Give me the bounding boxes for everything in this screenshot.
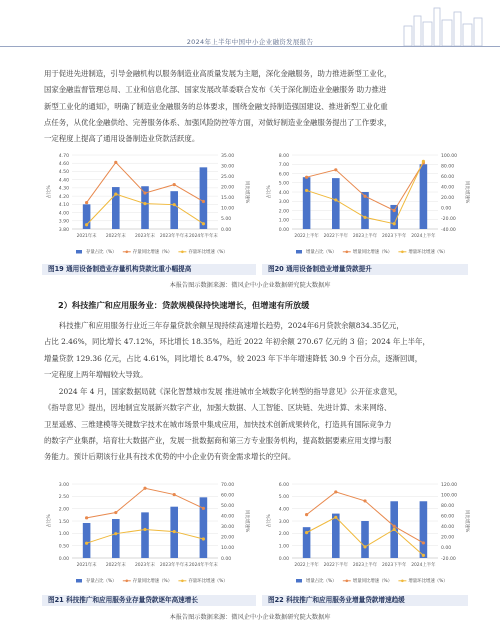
x-tick-label: 2023下半年 bbox=[382, 234, 407, 239]
x-tick-label: 2024年半年末 bbox=[189, 563, 218, 568]
fig19-chart bbox=[42, 147, 250, 263]
text-line: 的数字产业集群，培育壮大数据产业，发展一批数据商和第三方专业服务机构，提高数据要素应用支撑与服 bbox=[44, 435, 392, 445]
bar bbox=[303, 177, 311, 229]
legend-label: 增量占比（%） bbox=[306, 250, 337, 255]
y-left-tick-label: 2.00 bbox=[58, 507, 69, 513]
text-line: 占比 2.46%，同比增长 47.12%，环比增长 18.35%，趋近 2022 年初余额 270.67 亿元的 3 倍；2024 年上半年， bbox=[44, 337, 430, 347]
line-point bbox=[334, 490, 337, 493]
source-note-bottom: 本报告图示数据来源：微风企中小企业数据研究院大数据库 bbox=[169, 614, 331, 621]
legend-label: 增量同比增速（%） bbox=[352, 250, 393, 255]
y-left-tick-label: 1.00 bbox=[58, 532, 69, 538]
y-right-tick-label: 10.00 bbox=[221, 206, 235, 212]
y-right-tick-label: 0.00 bbox=[221, 227, 232, 233]
page-header bbox=[0, 0, 500, 56]
y-right-tick-label: 40.00 bbox=[441, 525, 455, 531]
y-right-tick-label: 60.00 bbox=[221, 493, 235, 499]
y-left-tick-label: 6.00 bbox=[278, 482, 289, 488]
source-note-top: 本报告图示数据来源：微风企中小企业数据研究院大数据库 bbox=[169, 282, 331, 289]
text-line: 务能力。预计后期该行业具有技术优势的中小企业仍有资金需求增长的空间。 bbox=[44, 452, 296, 462]
y-left-tick-label: 7.00 bbox=[278, 163, 289, 169]
y-left-tick-label: 3.90 bbox=[58, 219, 69, 225]
line-point bbox=[305, 513, 308, 516]
y-left-axis-label: 占比% bbox=[267, 185, 272, 199]
line-point bbox=[422, 160, 425, 163]
line-point bbox=[393, 528, 396, 531]
y-left-tick-label: 6.00 bbox=[278, 172, 289, 178]
line-point bbox=[393, 525, 396, 528]
line-point bbox=[202, 200, 205, 203]
legend-label: 增量环比增速（%） bbox=[408, 250, 448, 255]
section-title: 2）科技推广和应用服务业：贷款规模保持快速增长，但增速有所放缓 bbox=[58, 300, 310, 310]
line-point bbox=[85, 542, 88, 545]
x-tick-label: 2022年末 bbox=[105, 563, 126, 568]
line-point bbox=[143, 191, 146, 194]
line-point bbox=[393, 209, 396, 212]
y-left-tick-label: 4.60 bbox=[58, 162, 69, 168]
text-line: 一定程度上两年增幅较大导致。 bbox=[44, 369, 148, 379]
legend-label: 增量同比增速（%） bbox=[352, 579, 393, 584]
y-left-tick-label: 1.50 bbox=[58, 519, 69, 525]
legend-label: 增量环比增速（%） bbox=[408, 579, 448, 584]
y-right-tick-label: 20.00 bbox=[221, 535, 235, 541]
line-point bbox=[143, 528, 146, 531]
y-left-tick-label: 3.00 bbox=[278, 519, 289, 525]
legend-marker bbox=[126, 251, 129, 254]
y-right-tick-label: 120.00 bbox=[441, 482, 458, 488]
line-point bbox=[363, 216, 366, 219]
text-line: 卫星遥感、三维建模等关键数字技术在城市场景中集成应用，加快技术创新成果转化，打造具有国际竞争力 bbox=[44, 419, 392, 429]
bar bbox=[361, 521, 369, 558]
y-right-axis-label: 同比增速% bbox=[244, 509, 249, 533]
y-right-tick-label: 35.00 bbox=[221, 153, 235, 159]
y-left-tick-label: 0.00 bbox=[58, 556, 69, 562]
text-line: 新型工业化的通知》，明确了制造业金融服务的总体要求，围绕金融支持制造强国建设、推进新型工业化重 bbox=[44, 101, 388, 111]
text-line: 增量贷款 129.36 亿元，占比 4.61%，同比增长 8.47%，较 2023 年下半年增速降低 30.9 个百分点，逐渐回调， bbox=[44, 353, 423, 363]
y-right-tick-label: 20.00 bbox=[221, 185, 235, 191]
legend-swatch bbox=[296, 250, 302, 254]
legend-marker bbox=[126, 580, 129, 583]
x-tick-label: 2021年末 bbox=[76, 563, 97, 568]
x-tick-label: 2021年末 bbox=[76, 234, 97, 239]
y-left-tick-label: 3.00 bbox=[58, 482, 69, 488]
line-point bbox=[114, 511, 117, 514]
y-right-tick-label: 100.00 bbox=[441, 153, 458, 159]
fig20-chart bbox=[262, 147, 470, 263]
bar bbox=[170, 191, 178, 229]
fig19-svg bbox=[42, 147, 250, 263]
x-tick-label: 2024上半年 bbox=[411, 234, 436, 239]
y-right-tick-label: 20.00 bbox=[441, 535, 455, 541]
legend-swatch bbox=[296, 579, 302, 583]
y-left-tick-label: 4.00 bbox=[278, 190, 289, 196]
bar bbox=[420, 501, 428, 558]
y-right-tick-label: 40.00 bbox=[221, 514, 235, 520]
intro-paragraph bbox=[44, 66, 462, 147]
y-right-tick-label: 0.00 bbox=[441, 546, 452, 552]
y-left-tick-label: 3.80 bbox=[58, 227, 69, 233]
y-right-tick-label: 30.00 bbox=[221, 525, 235, 531]
line-point bbox=[305, 176, 308, 179]
x-tick-label: 2023年末 bbox=[135, 563, 155, 568]
line-point bbox=[422, 554, 425, 557]
line-point bbox=[305, 531, 308, 534]
y-right-tick-label: 0.00 bbox=[441, 206, 452, 212]
header-divider bbox=[0, 46, 500, 47]
y-left-tick-label: 8.00 bbox=[278, 153, 289, 159]
header-title: 2024年上半年中国中小企业融资发展报告 bbox=[186, 38, 314, 46]
y-right-tick-label: 80.00 bbox=[441, 164, 455, 170]
y-right-tick-label: -20.00 bbox=[441, 217, 456, 223]
y-left-tick-label: 3.00 bbox=[278, 200, 289, 206]
line-point bbox=[85, 223, 88, 226]
line-point bbox=[173, 530, 176, 533]
y-right-tick-label: 100.00 bbox=[441, 493, 458, 499]
y-left-tick-label: 4.30 bbox=[58, 186, 69, 192]
y-left-tick-label: 0.00 bbox=[278, 556, 289, 562]
x-tick-label: 2023年末 bbox=[135, 234, 155, 239]
y-right-tick-label: 80.00 bbox=[441, 503, 455, 509]
legend-swatch bbox=[76, 250, 82, 254]
y-right-tick-label: -20.00 bbox=[441, 556, 456, 562]
legend-marker bbox=[401, 580, 404, 583]
x-tick-label: 2023年半年末 bbox=[159, 563, 189, 568]
y-right-tick-label: 5.00 bbox=[221, 217, 232, 223]
line-point bbox=[173, 203, 176, 206]
y-right-tick-label: 15.00 bbox=[221, 196, 235, 202]
legend-label: 存量占比（%） bbox=[86, 250, 117, 255]
line-point bbox=[334, 198, 337, 201]
line-point bbox=[334, 516, 337, 519]
line-point bbox=[173, 493, 176, 496]
y-right-tick-label: 60.00 bbox=[441, 174, 455, 180]
y-left-tick-label: 1.00 bbox=[278, 544, 289, 550]
legend-marker bbox=[401, 251, 404, 254]
line-point bbox=[393, 222, 396, 225]
y-right-tick-label: 25.00 bbox=[221, 174, 235, 180]
bar bbox=[112, 519, 120, 558]
y-left-tick-label: 4.50 bbox=[58, 170, 69, 176]
y-right-tick-label: 60.00 bbox=[441, 514, 455, 520]
legend-label: 存量环比增速（%） bbox=[188, 579, 228, 584]
bar bbox=[141, 512, 149, 558]
legend-marker bbox=[346, 580, 349, 583]
fig22-chart bbox=[262, 476, 470, 592]
y-right-tick-label: 40.00 bbox=[441, 185, 455, 191]
line-point bbox=[422, 541, 425, 544]
y-right-tick-label: 0.00 bbox=[221, 556, 232, 562]
line-point bbox=[114, 193, 117, 196]
y-right-tick-label: 20.00 bbox=[441, 196, 455, 202]
y-left-tick-label: 1.00 bbox=[278, 218, 289, 224]
y-left-tick-label: 4.70 bbox=[58, 153, 69, 159]
y-right-axis-label: 同比增速% bbox=[464, 180, 469, 204]
text-line: 国家金融监督管理总局、工业和信息化部、国家发展改革委联合发布《关于深化制造业金融服务 助力推进 bbox=[44, 85, 387, 95]
line-point bbox=[143, 487, 146, 490]
line-point bbox=[173, 183, 176, 186]
legend-marker bbox=[181, 580, 184, 583]
text-line: 《指导意见》提出，因地制宜发展新兴数字产业，加强大数据、人工智能、区块链、先进计算、未来网络、 bbox=[44, 403, 392, 413]
line-point bbox=[202, 507, 205, 510]
x-tick-label: 2022上半年 bbox=[294, 563, 319, 568]
fig20-caption: 图20 通用设备制造业增量贷款提升 bbox=[262, 264, 468, 275]
line-point bbox=[143, 202, 146, 205]
line-point bbox=[114, 161, 117, 164]
fig21-chart bbox=[42, 476, 250, 592]
legend-marker bbox=[181, 251, 184, 254]
section-paragraph-2 bbox=[44, 384, 462, 465]
x-tick-label: 2023上半年 bbox=[352, 234, 378, 239]
y-left-tick-label: 4.40 bbox=[58, 178, 69, 184]
y-right-axis-label: 同比增速% bbox=[244, 180, 249, 204]
bar bbox=[200, 167, 208, 229]
text-line: 点任务，从优化金融供给、完善服务体系、加强风险防控等方面，对做好制造业金融服务提出了工作要求， bbox=[44, 117, 392, 127]
line-point bbox=[363, 545, 366, 548]
line-point bbox=[85, 516, 88, 519]
y-right-tick-label: 70.00 bbox=[221, 482, 235, 488]
x-tick-label: 2022上半年 bbox=[294, 234, 319, 239]
fig21-caption: 图21 科技推广和应用服务业存量贷款逐年高速增长 bbox=[42, 595, 256, 606]
bar bbox=[332, 178, 340, 229]
line-point bbox=[202, 537, 205, 540]
legend-label: 存量环比增速（%） bbox=[188, 250, 228, 255]
fig21-svg bbox=[42, 476, 250, 592]
x-tick-label: 2022年末 bbox=[105, 234, 126, 239]
fig19-caption: 图19 通用设备制造业存量机构贷款比重小幅提高 bbox=[42, 264, 256, 275]
legend-label: 存量同比增速（%） bbox=[132, 579, 173, 584]
y-left-tick-label: 5.00 bbox=[278, 181, 289, 187]
y-left-tick-label: 5.00 bbox=[278, 495, 289, 501]
line-point bbox=[114, 532, 117, 535]
y-left-tick-label: 2.00 bbox=[278, 209, 289, 215]
y-left-tick-label: 0.00 bbox=[278, 227, 289, 233]
fig22-svg bbox=[262, 476, 470, 592]
y-right-tick-label: 50.00 bbox=[221, 503, 235, 509]
y-right-axis-label: 同比增速% bbox=[464, 509, 469, 533]
legend-swatch bbox=[76, 579, 82, 583]
y-left-tick-label: 4.20 bbox=[58, 194, 69, 200]
legend-label: 存量同比增速（%） bbox=[132, 250, 173, 255]
bar bbox=[200, 497, 208, 558]
x-tick-label: 2023下半年 bbox=[382, 563, 407, 568]
legend-label: 增量占比（%） bbox=[306, 579, 337, 584]
text-line: 用于促进先进制造，引导金融机构以服务制造业高质量发展为主题，深化金融服务，助力推进新型工业化， bbox=[44, 69, 392, 78]
legend-marker bbox=[346, 251, 349, 254]
y-left-axis-label: 占比% bbox=[267, 514, 272, 528]
y-right-tick-label: 30.00 bbox=[221, 164, 235, 170]
line-point bbox=[305, 189, 308, 192]
x-tick-label: 2024上半年 bbox=[411, 563, 436, 568]
x-tick-label: 2024年半年末 bbox=[189, 234, 218, 239]
text-line: 科技推广和应用服务行业近三年存量贷款余额呈现持续高速增长趋势，2024年6月贷款余额834.35亿元， bbox=[58, 321, 404, 330]
line-point bbox=[334, 168, 337, 171]
text-line: 2024 年 4 月，国家数据局就《深化智慧城市发展 推进城市全域数字化转型的指导意见》公开征求意见， bbox=[58, 387, 403, 396]
y-left-axis-label: 占比% bbox=[47, 185, 52, 199]
y-right-tick-label: -40.00 bbox=[441, 227, 456, 233]
y-left-tick-label: 2.50 bbox=[58, 495, 69, 501]
line-point bbox=[363, 195, 366, 198]
bar bbox=[83, 523, 91, 558]
section-paragraph-1 bbox=[44, 318, 462, 383]
x-tick-label: 2023年半年末 bbox=[159, 234, 189, 239]
bar bbox=[420, 164, 428, 229]
x-tick-label: 2023上半年 bbox=[352, 563, 378, 568]
y-left-tick-label: 4.10 bbox=[58, 203, 69, 209]
y-left-axis-label: 占比% bbox=[47, 514, 52, 528]
x-tick-label: 2022下半年 bbox=[323, 234, 348, 239]
line-point bbox=[363, 499, 366, 502]
x-tick-label: 2022下半年 bbox=[323, 563, 348, 568]
fig22-caption: 图22 科技推广和应用服务业增量贷款增速趋缓 bbox=[262, 595, 468, 606]
legend-label: 存量占比（%） bbox=[86, 579, 117, 584]
text-line: 一定程度上提高了通用设备制造业贷款活跃度。 bbox=[44, 134, 200, 144]
y-left-tick-label: 0.50 bbox=[58, 544, 69, 550]
line-point bbox=[85, 201, 88, 204]
y-right-tick-label: 10.00 bbox=[221, 546, 235, 552]
line-point bbox=[202, 222, 205, 225]
fig20-svg bbox=[262, 147, 470, 263]
y-left-tick-label: 4.00 bbox=[278, 507, 289, 513]
y-left-tick-label: 2.00 bbox=[278, 532, 289, 538]
y-left-tick-label: 4.00 bbox=[58, 211, 69, 217]
